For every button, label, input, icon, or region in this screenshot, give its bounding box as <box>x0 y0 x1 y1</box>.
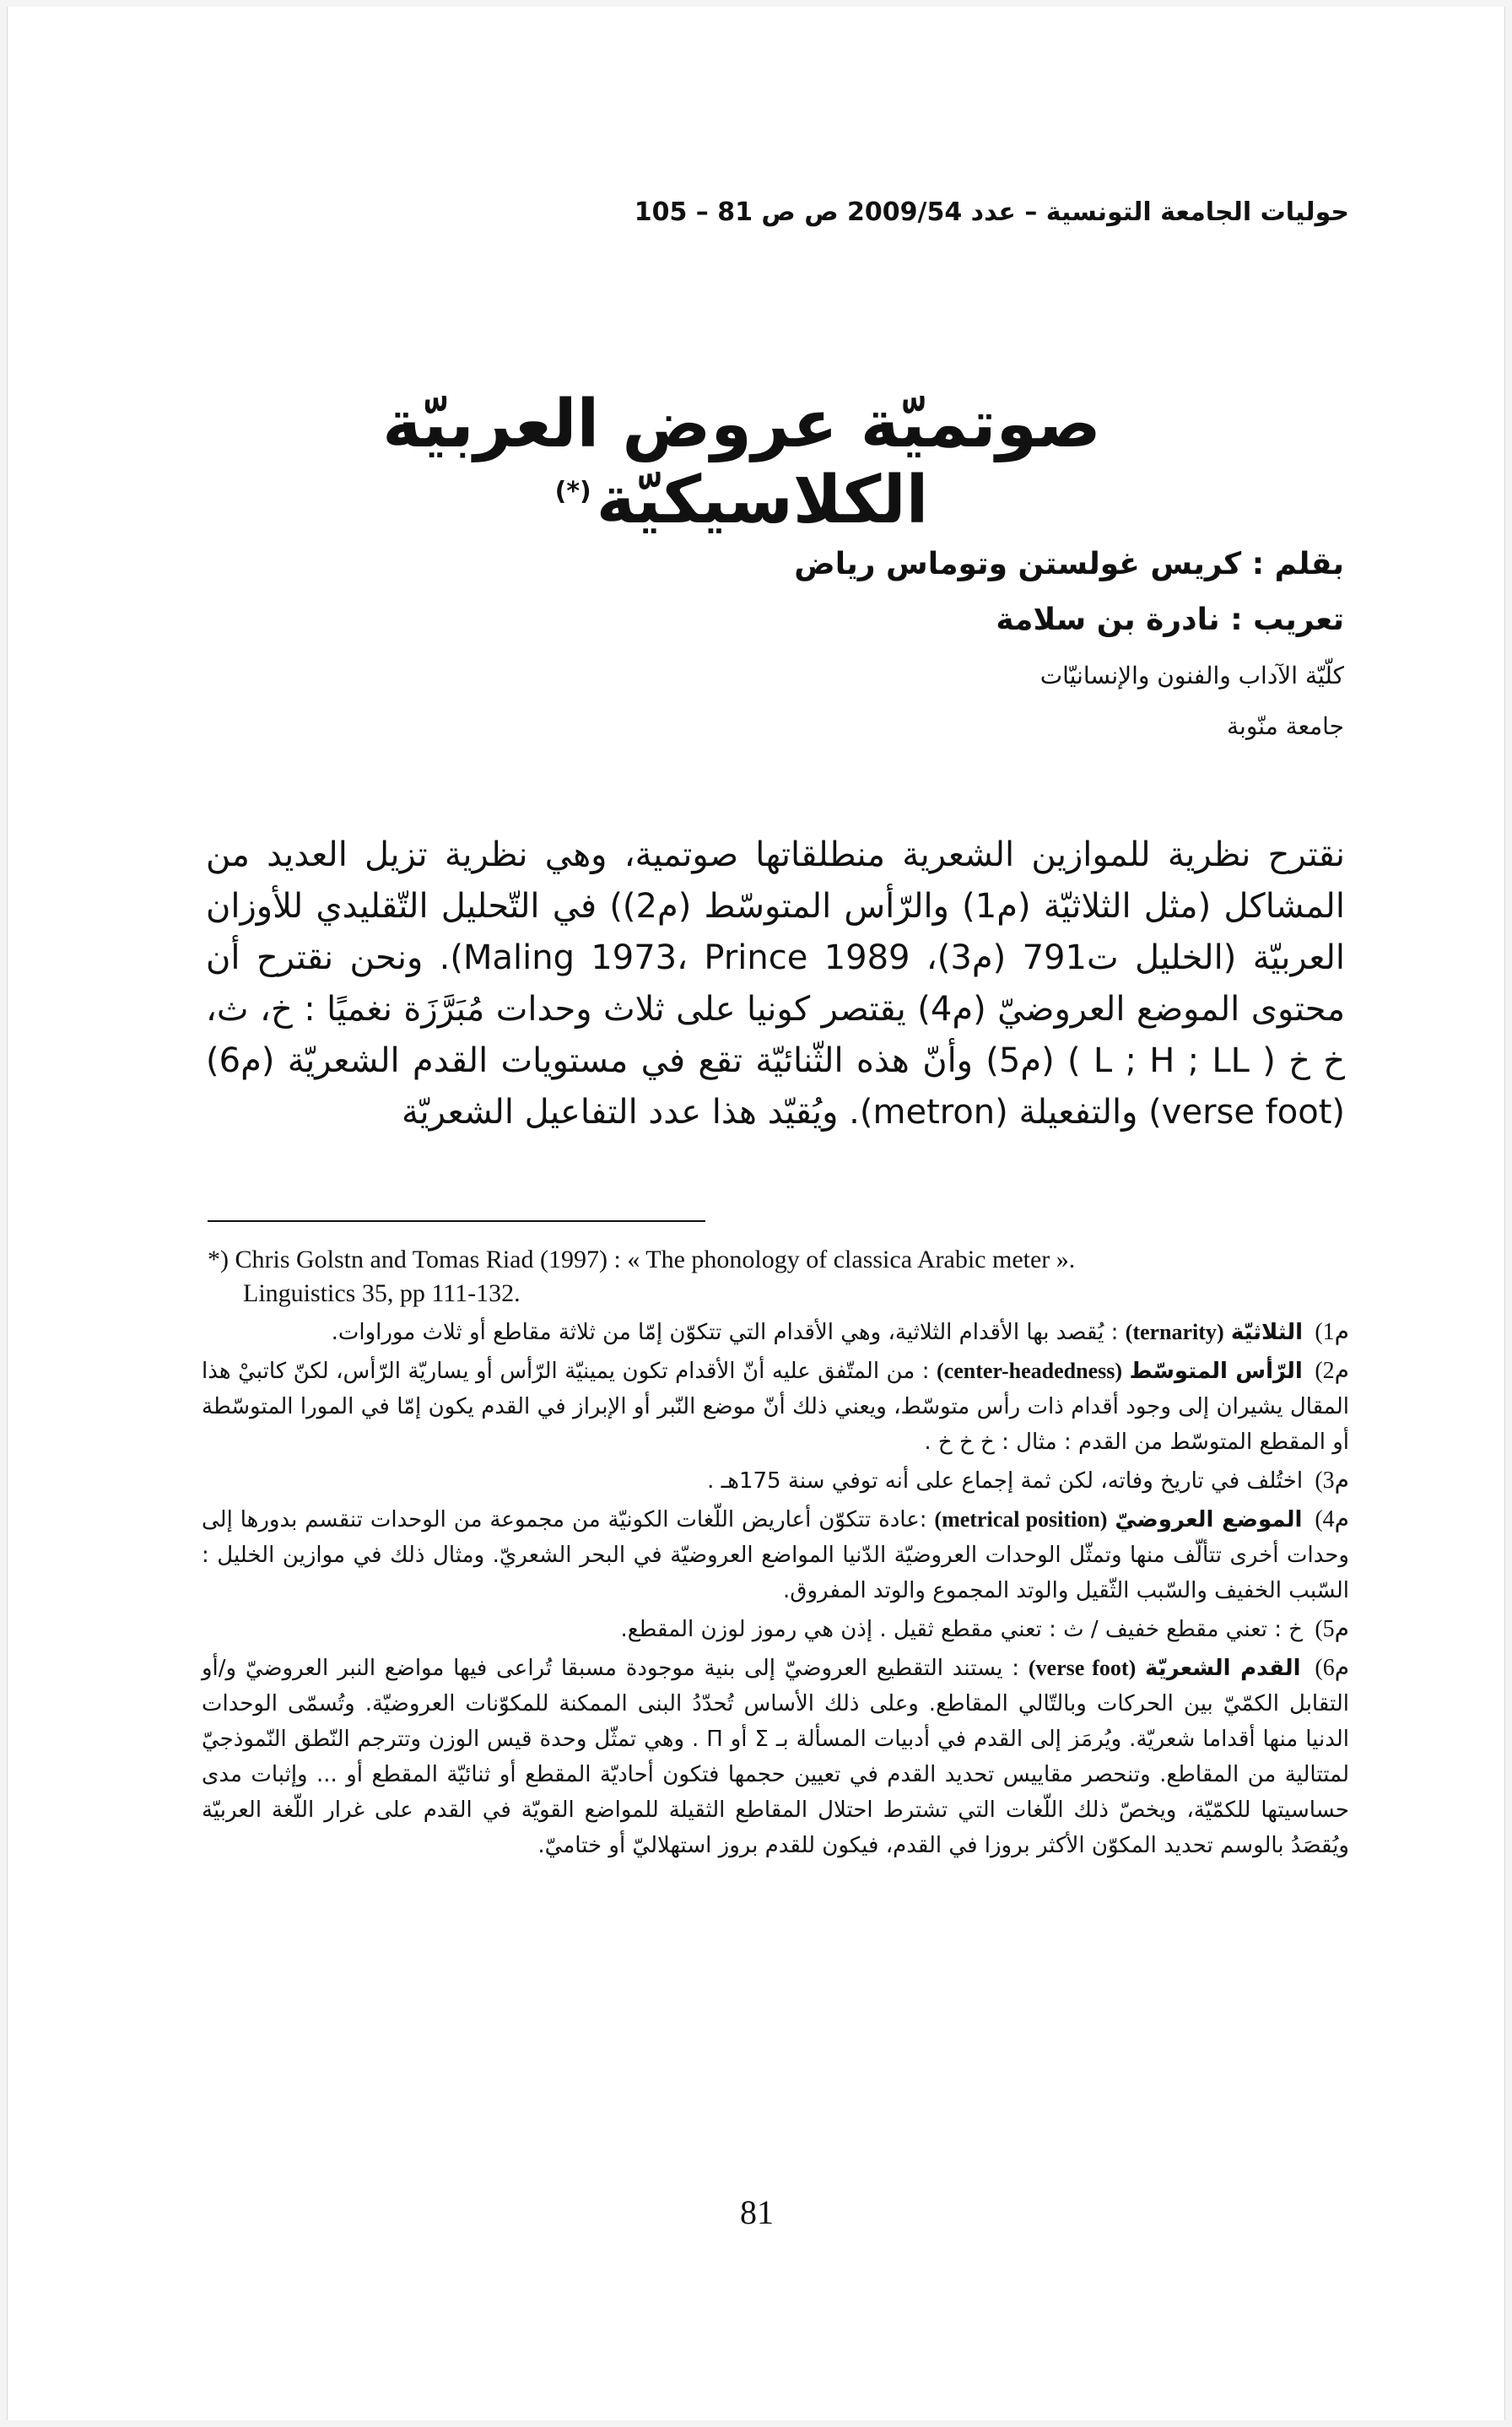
note-6 <box>202 1651 1349 1863</box>
author-line: بقلم : كريس غولستن وتوماس رياض <box>794 547 1344 581</box>
note-text: خ : تعني مقطع خفيف / ث : تعني مقطع ثقيل . إذن هي رموز لوزن المقطع. <box>620 1617 1304 1642</box>
note-term: الرّأس المتوسّط <box>1129 1359 1303 1384</box>
note-4 <box>202 1502 1349 1608</box>
note-1 <box>202 1315 1349 1350</box>
footnote-divider <box>208 1220 705 1222</box>
note-english-term: (verse foot) <box>1028 1656 1137 1680</box>
note-3 <box>202 1463 1349 1499</box>
note-term: الموضع العروضيّ <box>1115 1507 1303 1532</box>
note-5 <box>202 1612 1349 1647</box>
faculty-line: كلّيّة الآداب والفنون والإنسانيّات <box>1040 662 1344 689</box>
note-number: م4) <box>1315 1506 1350 1532</box>
note-english-term: (ternarity) <box>1125 1320 1224 1344</box>
title-footnote-mark: (*) <box>554 477 591 506</box>
note-number: م5) <box>1315 1616 1349 1642</box>
source-footnote-line-2: Linguistics 35, pp 111-132. <box>243 1279 521 1307</box>
note-number: م6) <box>1315 1655 1350 1681</box>
article-title <box>219 386 1265 538</box>
note-text: : يستند التقطيع العروضيّ إلى بنية موجودة مسبقا تُراعى فيها مواضع النبر العروضيّ و/أو التقابل الكمّيّ بين الحركات وبالتّالي المقاطع. وعلى ذلك الأساس تُحدّدُ البنى الممكنة للمكوّنات العروضيّة. وتُسمّى الوحدات الدنيا منها أقداما شعريّة. ويُرمَز إلى القدم في أدبيات المسألة بـ Σ أو Π . وهي تمثّل وحدة قيس الوزن وتترجم النّطق النّموذجيّ لمتتالية من المقاطع. وتنحصر مقاييس تحديد القدم في تعيين حجمها فتكون أحاديّة المقطع أو ثنائيّة المقطع أو ... وإثبات مدى حساسيتها للكمّيّة، ويخصّ ذلك اللّغات التي تشترط احتلال المقاطع الثقيلة للمواضع القويّة في القدم على غرار اللّغة العربيّة ويُقصَدُ بالوسم تحديد المكوّن الأكثر بروزا في القدم، فيكون للقدم بروز استهلاليّ أو ختاميّ. <box>202 1656 1349 1858</box>
title-text: صوتميّة عروض العربيّة الكلاسيكيّة <box>382 386 1101 538</box>
note-number: م3) <box>1315 1468 1349 1494</box>
note-text: :عادة تتكوّن أعاريض اللّغات الكونيّة من مجموعة من الوحدات تنقسم بدورها إلى وحدات أخرى تتألّف منها وتمثّل الوحدات العروضيّة الدّنيا المواضع العروضيّة في البحر الشعريّ. ومثال ذلك في موازين الخليل : السّبب الخفيف والسّبب الثّقيل والوتد المجموع والوتد المفروق. <box>202 1507 1349 1603</box>
note-number: م2) <box>1315 1358 1349 1384</box>
note-term: الثلاثيّة <box>1230 1320 1304 1345</box>
document-page <box>7 7 1505 2420</box>
note-text: : من المتّفق عليه أنّ الأقدام تكون يمينيّة الرّأس أو يساريّة الرّأس، لكنّ كاتبيْ هذا المقال يشيران إلى وجود أقدام ذات رأس متوسّط، ويعني ذلك أنّ موضع النّبر أو الإبراز في القدم يكون إمّا في المورا المتوسّطة أو المقطع المتوسّط من القدم : مثال : خ خ خ . <box>202 1359 1349 1455</box>
university-line: جامعة منّوبة <box>1227 712 1344 740</box>
note-english-term: (center-headedness) <box>937 1359 1123 1383</box>
translator-notes <box>202 1315 1349 1867</box>
note-text: اختُلف في تاريخ وفاته، لكن ثمة إجماع على أنه توفي سنة 175هـ . <box>707 1468 1304 1494</box>
page-number: 81 <box>740 2193 774 2231</box>
journal-header: حوليات الجامعة التونسية – عدد 2009/54 ص ص 81 – 105 <box>634 197 1349 227</box>
translator-line: تعريب : نادرة بن سلامة <box>996 603 1344 637</box>
abstract-paragraph: نقترح نظرية للموازين الشعرية منطلقاتها صوتمية، وهي نظرية تزيل العديد من المشاكل (مثل الثلاثيّة (م1) والرّأس المتوسّط (م2)) في التّحليل التّقليدي للأوزان العربيّة (الخليل ت791 (م3)، Maling 1973، Prince 1989). ونحن نقترح أن محتوى الموضع العروضيّ (م4) يقتصر كونيا على ثلاث وحدات مُبَرَّزَة نغميًا : خ، ث، خ خ ( L ; H ; LL ) (م5) وأنّ هذه الثّنائيّة تقع في مستويات القدم الشعريّة (م6) (verse foot) والتفعيلة (metron). ويُقيّد هذا عدد التفاعيل الشعريّة <box>206 835 1346 1132</box>
source-footnote-line-1: *) Chris Golstn and Tomas Riad (1997) : « The phonology of classica Arabic meter ». <box>208 1246 1076 1273</box>
source-footnote <box>208 1243 1355 1311</box>
note-text: : يُقصد بها الأقدام الثلاثية، وهي الأقدام التي تتكوّن إمّا من ثلاثة مقاطع أو ثلاث موراوات. <box>331 1320 1119 1345</box>
note-number: م1) <box>1315 1319 1349 1345</box>
note-term: القدم الشعريّة <box>1145 1656 1301 1681</box>
note-english-term: (metrical position) <box>934 1507 1108 1532</box>
note-2 <box>202 1354 1349 1460</box>
